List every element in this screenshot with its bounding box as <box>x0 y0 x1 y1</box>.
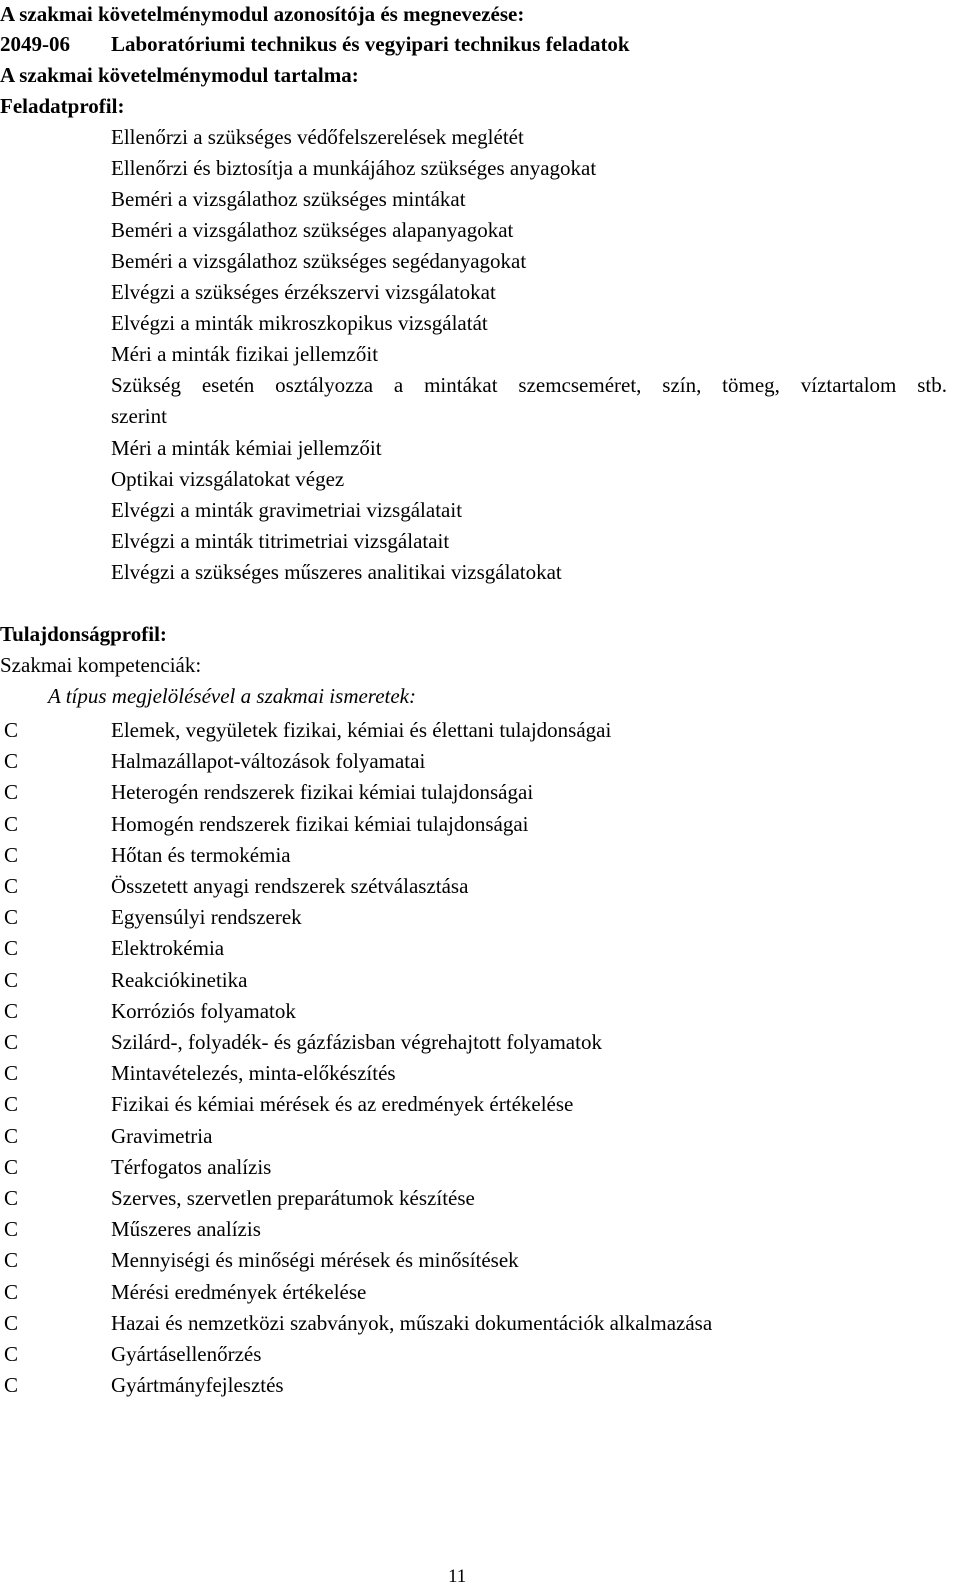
competency-type: C <box>4 1217 19 1241</box>
competency-type: C <box>4 1061 19 1085</box>
competency-type: C <box>4 1311 19 1335</box>
competency-row <box>0 1030 940 1054</box>
competency-type: C <box>4 1092 19 1116</box>
task-item: Ellenőrzi a szükséges védőfelszerelések meglétét <box>111 125 524 149</box>
task-item: Elvégzi a minták gravimetriai vizsgálatait <box>111 498 463 522</box>
competency-type: C <box>4 1186 19 1210</box>
module-heading: A szakmai követelménymodul azonosítója és megnevezése: <box>0 2 525 26</box>
competency-text: Fizikai és kémiai mérések és az eredmények értékelése <box>111 1092 574 1116</box>
competency-row <box>0 1092 940 1116</box>
competency-text: Hazai és nemzetközi szabványok, műszaki dokumentációk alkalmazása <box>111 1311 713 1335</box>
competency-row <box>0 1311 940 1335</box>
competency-type: C <box>4 843 19 867</box>
competency-row <box>0 780 940 804</box>
competency-row <box>0 1155 940 1179</box>
competency-text: Halmazállapot-változások folyamatai <box>111 749 426 773</box>
task-item: Beméri a vizsgálathoz szükséges segédanyagokat <box>111 249 527 273</box>
task-item: Beméri a vizsgálathoz szükséges mintákat <box>111 187 466 211</box>
competency-row <box>0 874 940 898</box>
content-heading: A szakmai követelménymodul tartalma: <box>0 63 359 87</box>
competency-row <box>0 1373 940 1397</box>
competency-text: Műszeres analízis <box>111 1217 261 1241</box>
competency-type: C <box>4 999 19 1023</box>
task-item: Méri a minták fizikai jellemzőit <box>111 342 379 366</box>
competency-text: Heterogén rendszerek fizikai kémiai tulajdonságai <box>111 780 534 804</box>
competency-text: Mennyiségi és minőségi mérések és minősítések <box>111 1248 519 1272</box>
module-name: Laboratóriumi technikus és vegyipari technikus feladatok <box>111 32 630 56</box>
competency-text: Korróziós folyamatok <box>111 999 296 1023</box>
competency-row <box>0 1186 940 1210</box>
competency-row <box>0 968 940 992</box>
competency-row <box>0 936 940 960</box>
competency-row <box>0 749 940 773</box>
competency-type: C <box>4 718 19 742</box>
competency-row <box>0 1248 940 1272</box>
task-item: Elvégzi a minták titrimetriai vizsgálatait <box>111 529 450 553</box>
task-item: Optikai vizsgálatokat végez <box>111 467 345 491</box>
competency-row <box>0 1280 940 1304</box>
task-item: Elvégzi a minták mikroszkopikus vizsgálatát <box>111 311 488 335</box>
competency-type: C <box>4 780 19 804</box>
competency-type: C <box>4 1342 19 1366</box>
competency-text: Térfogatos analízis <box>111 1155 272 1179</box>
task-item-continuation: szerint <box>111 404 167 428</box>
competency-row <box>0 843 940 867</box>
competency-row <box>0 905 940 929</box>
competency-type: C <box>4 812 19 836</box>
competency-text: Gyártmányfejlesztés <box>111 1373 284 1397</box>
competency-row <box>0 812 940 836</box>
competency-text: Homogén rendszerek fizikai kémiai tulajdonságai <box>111 812 529 836</box>
competency-type: C <box>4 1155 19 1179</box>
competency-text: Szilárd-, folyadék- és gázfázisban végrehajtott folyamatok <box>111 1030 602 1054</box>
property-profile-heading: Tulajdonságprofil: <box>0 622 167 646</box>
competency-type: C <box>4 905 19 929</box>
competency-text: Gravimetria <box>111 1124 213 1148</box>
task-item: Elvégzi a szükséges érzékszervi vizsgálatokat <box>111 280 496 304</box>
competency-text: Szerves, szervetlen preparátumok készítése <box>111 1186 475 1210</box>
module-code: 2049-06 <box>0 32 70 56</box>
competency-row <box>0 1124 940 1148</box>
competency-text: Összetett anyagi rendszerek szétválasztása <box>111 874 469 898</box>
competency-type: C <box>4 749 19 773</box>
competency-text: Elektrokémia <box>111 936 225 960</box>
competency-row <box>0 1061 940 1085</box>
competency-row <box>0 1342 940 1366</box>
competency-text: Egyensúlyi rendszerek <box>111 905 302 929</box>
competency-type: C <box>4 1373 19 1397</box>
task-item: Ellenőrzi és biztosítja a munkájához szükséges anyagokat <box>111 156 597 180</box>
competency-type: C <box>4 1280 19 1304</box>
competency-type: C <box>4 874 19 898</box>
competency-row <box>0 999 940 1023</box>
competency-text: Mérési eredmények értékelése <box>111 1280 367 1304</box>
competency-type: C <box>4 936 19 960</box>
competency-type: C <box>4 1124 19 1148</box>
task-item: Méri a minták kémiai jellemzőit <box>111 436 382 460</box>
competency-type: C <box>4 968 19 992</box>
competency-text: Reakciókinetika <box>111 968 248 992</box>
task-item: Beméri a vizsgálathoz szükséges alapanyagokat <box>111 218 514 242</box>
competency-type: C <box>4 1030 19 1054</box>
competency-text: Mintavételezés, minta-előkészítés <box>111 1061 396 1085</box>
competencies-subheading: Szakmai kompetenciák: <box>0 653 202 677</box>
task-item: Szükség esetén osztályozza a mintákat szemcseméret, szín, tömeg, víztartalom stb. <box>111 373 947 397</box>
competency-type: C <box>4 1248 19 1272</box>
competency-text: Elemek, vegyületek fizikai, kémiai és élettani tulajdonságai <box>111 718 612 742</box>
competency-text: Hőtan és termokémia <box>111 843 291 867</box>
task-profile-heading: Feladatprofil: <box>0 94 125 118</box>
competency-row <box>0 718 940 742</box>
competency-text: Gyártásellenőrzés <box>111 1342 262 1366</box>
page-number: 11 <box>448 1566 467 1587</box>
competency-row <box>0 1217 940 1241</box>
type-note: A típus megjelölésével a szakmai ismeretek: <box>48 684 416 708</box>
task-item: Elvégzi a szükséges műszeres analitikai vizsgálatokat <box>111 560 562 584</box>
